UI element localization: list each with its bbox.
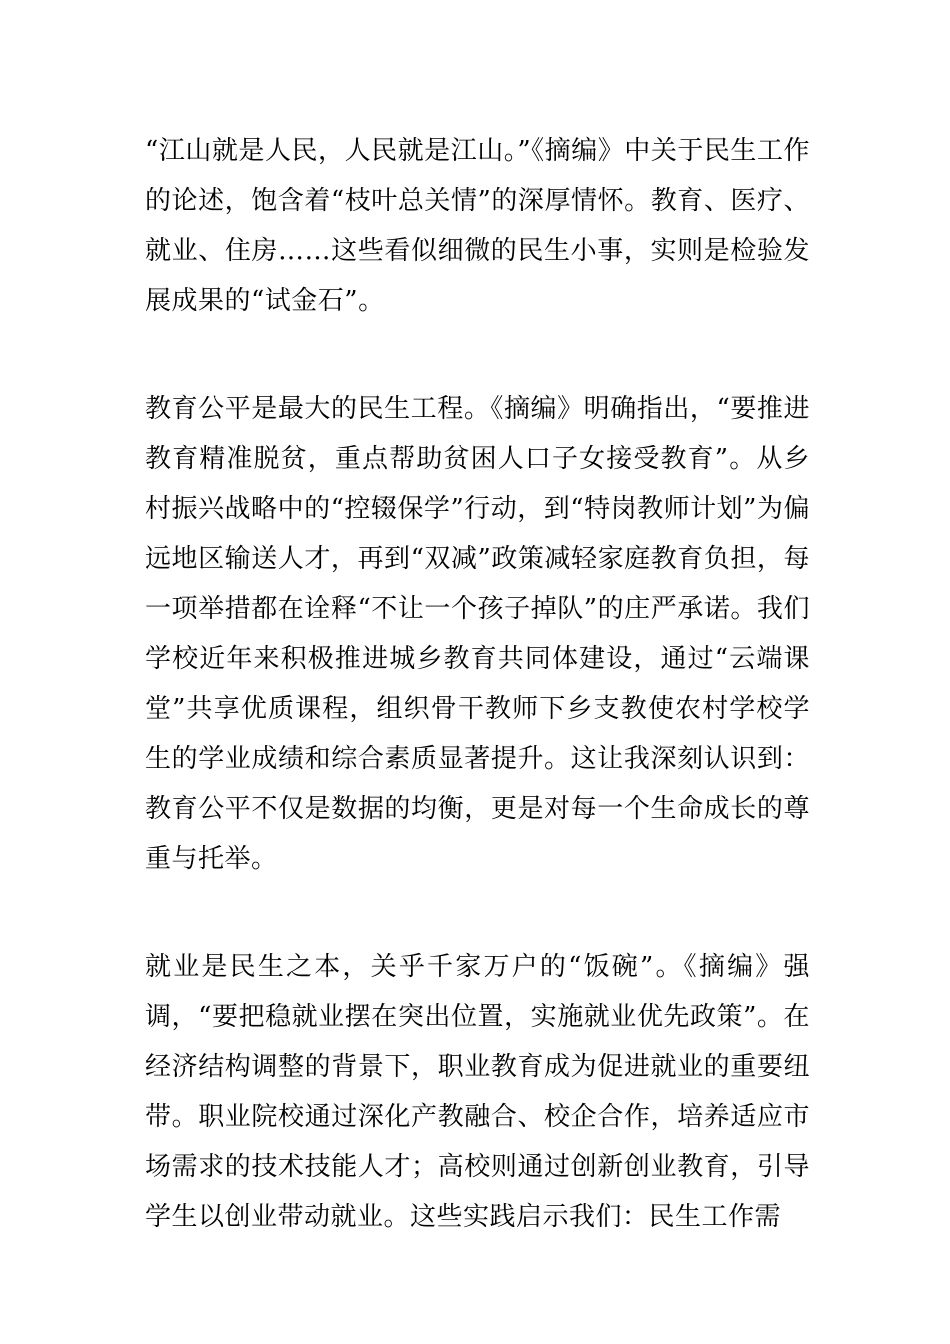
paragraph-employment: 就业是民生之本，关乎千家万户的“饭碗”。《摘编》强调，“要把稳就业摆在突出位置，实施就业优先政策”。在经济结构调整的背景下，职业教育成为促进就业的重要纽带。职业院校通过深化产教融合、校企合作，培养适应市场需求的技术技能人才；高校则通过创新创业教育，引导学生以创业带动就业。这些实践启示我们：民生工作需 xyxy=(145,952,810,1232)
paragraph-people-livelihood: “江山就是人民，人民就是江山。”《摘编》中关于民生工作的论述，饱含着“枝叶总关情”的深厚情怀。教育、医疗、就业、住房……这些看似细微的民生小事，实则是检验发展成果的“试金石”。 xyxy=(145,136,810,316)
paragraph-education-equity: 教育公平是最大的民生工程。《摘编》明确指出，“要推进教育精准脱贫，重点帮助贫困人口子女接受教育”。从乡村振兴战略中的“控辍保学”行动，到“特岗教师计划”为偏远地区输送人才，再到“双减”政策减轻家庭教育负担，每一项举措都在诠释“不让一个孩子掉队”的庄严承诺。我们学校近年来积极推进城乡教育共同体建设，通过“云端课堂”共享优质课程，组织骨干教师下乡支教使农村学校学生的学业成绩和综合素质显著提升。这让我深刻认识到：教育公平不仅是数据的均衡，更是对每一个生命成长的尊重与托举。 xyxy=(145,394,810,874)
document-body xyxy=(145,126,810,1300)
